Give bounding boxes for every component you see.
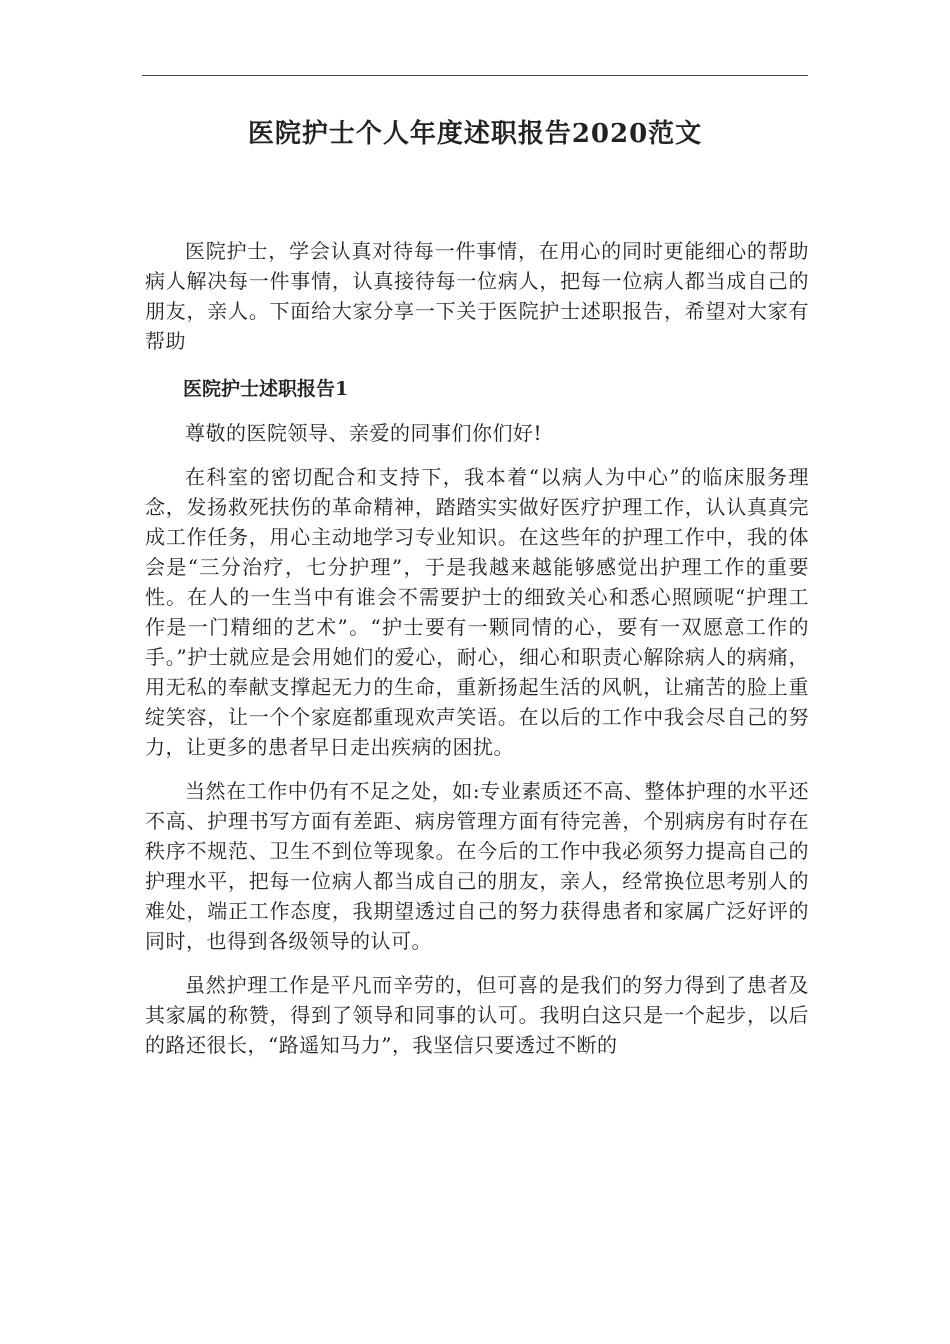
section-heading: 医院护士述职报告1 [183,378,349,400]
document-title: 医院护士个人年度述职报告2020范文 [247,119,703,149]
body-paragraph-2: 当然在工作中仍有不足之处，如:专业素质还不高、整体护理的水平还不高、护理书写方面有差距、病房管理方面有待完善，个别病房有时存在秩序不规范、卫生不到位等现象。在今后的工作中我必须努力提高自己的护理水平，把每一位病人都当成自己的朋友，亲人，经常换位思考别人的难处，端正工作态度，我期望透过自己的努力获得患者和家属广泛好评的同时，也得到各级领导的认可。 [145,779,809,953]
body-paragraph-3: 虽然护理工作是平凡而辛劳的，但可喜的是我们的努力得到了患者及其家属的称赞，得到了领导和同事的认可。我明白这只是一个起步，以后的路还很长，“路遥知马力”，我坚信只要透过不断的 [145,973,809,1057]
header-rule [142,75,808,76]
body-paragraph-1: 在科室的密切配合和支持下，我本着“以病人为中心”的临床服务理念，发扬救死扶伤的革命精神，踏踏实实做好医疗护理工作，认认真真完成工作任务，用心主动地学习专业知识。在这些年的护理工作中，我的体会是“三分治疗，七分护理”，于是我越来越能够感觉出护理工作的重要性。在人的一生当中有谁会不需要护士的细致关心和悉心照顾呢“护理工作是一门精细的艺术”。“护士要有一颗同情的心，要有一双愿意工作的手。”护士就应是会用她们的爱心，耐心，细心和职责心解除病人的病痛，用无私的奉献支撑起无力的生命，重新扬起生活的风帆，让痛苦的脸上重绽笑容，让一个个家庭都重现欢声笑语。在以后的工作中我会尽自己的努力，让更多的患者早日走出疾病的困扰。 [145,465,809,759]
greeting-paragraph: 尊敬的医院领导、亲爱的同事们你们好! [185,421,543,445]
intro-paragraph: 医院护士，学会认真对待每一件事情，在用心的同时更能细心的帮助病人解决每一件事情，认真接待每一位病人，把每一位病人都当成自己的朋友，亲人。下面给大家分享一下关于医院护士述职报告，希望对大家有帮助 [145,239,809,353]
document-body [145,236,809,1060]
